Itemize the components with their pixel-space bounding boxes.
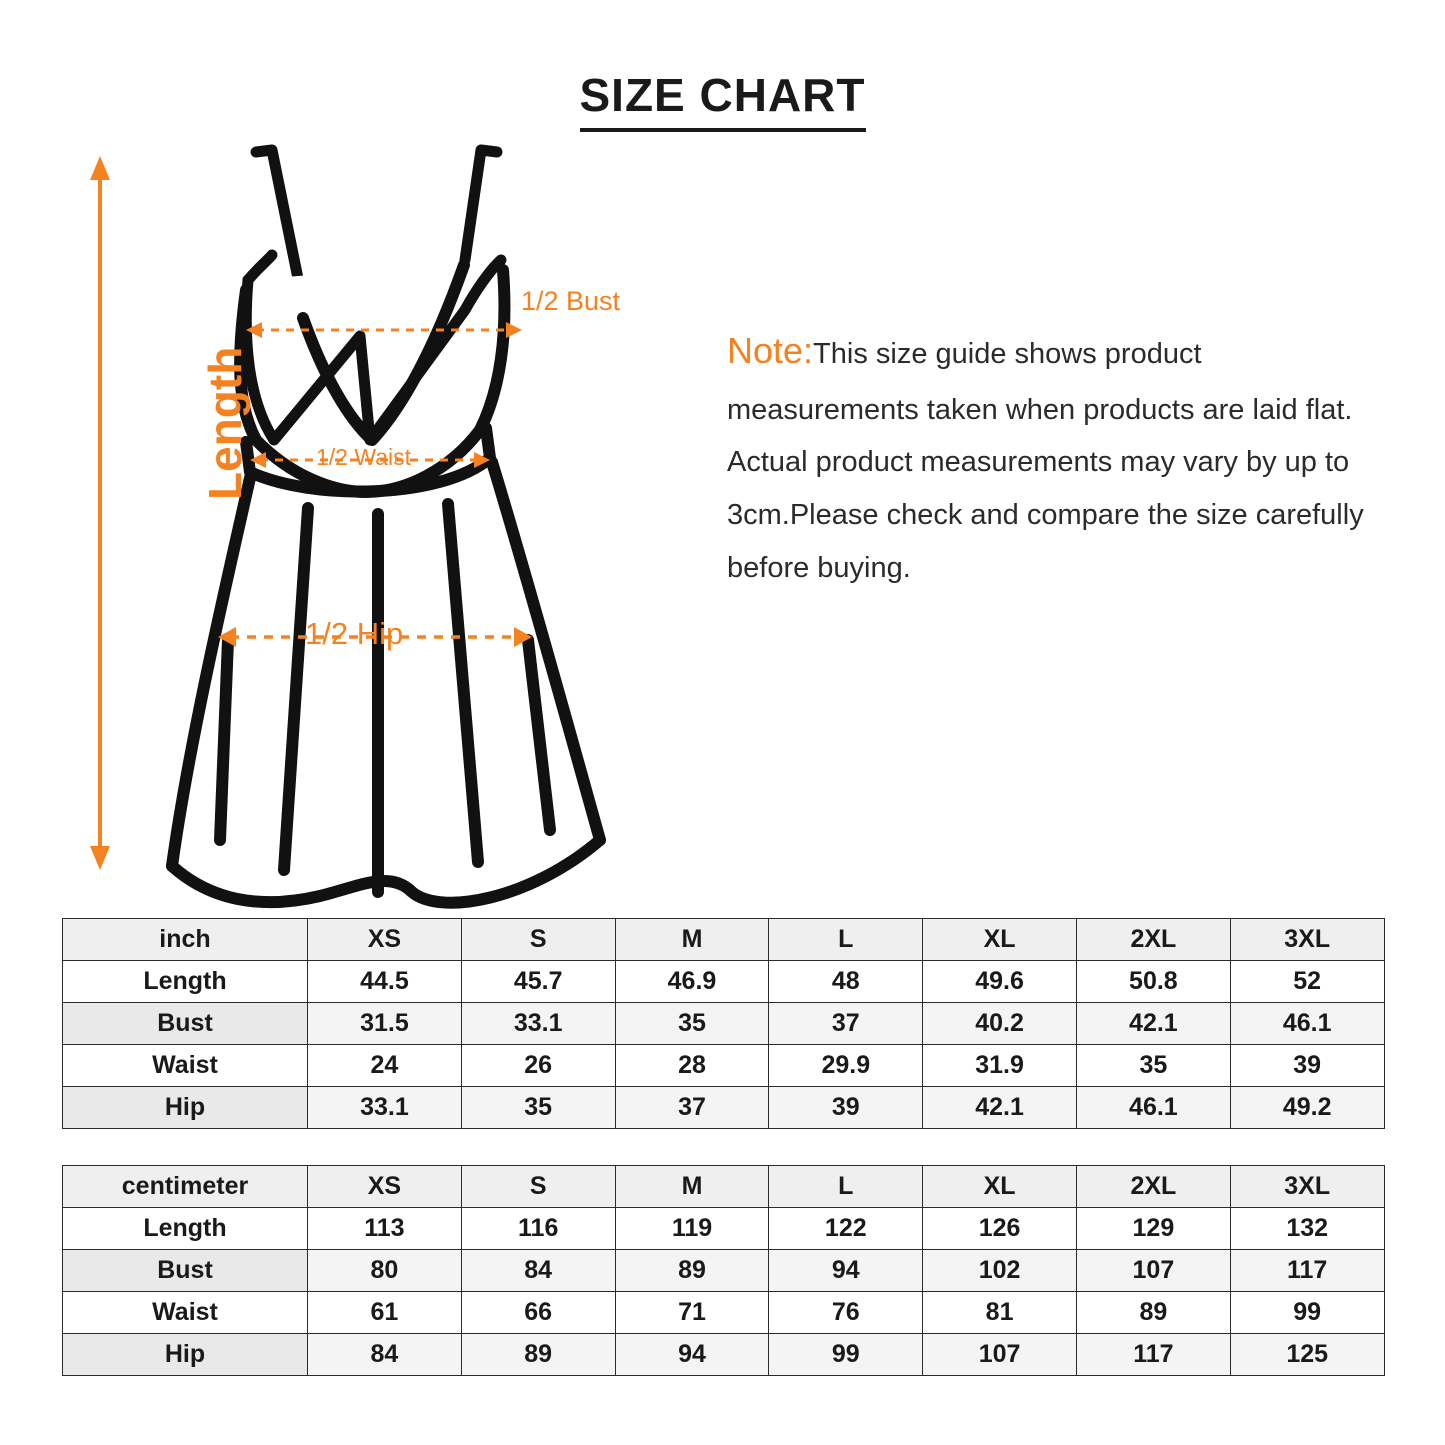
table-row: [63, 961, 1385, 1003]
cell-value: 107: [923, 1334, 1077, 1376]
cell-value: 39: [769, 1087, 923, 1129]
row-label-bust: Bust: [63, 1250, 308, 1292]
table-header-row: [63, 1166, 1385, 1208]
length-arrow-head-top: [90, 156, 110, 180]
cell-value: 33.1: [461, 1003, 615, 1045]
length-measure-label: Length: [199, 346, 251, 500]
cell-value: 126: [923, 1208, 1077, 1250]
size-header-xl: XL: [923, 1166, 1077, 1208]
cell-value: 119: [615, 1208, 769, 1250]
cell-value: 94: [615, 1334, 769, 1376]
bust-arrow-head-right: [506, 322, 522, 338]
cell-value: 33.1: [308, 1087, 462, 1129]
cell-value: 52: [1230, 961, 1384, 1003]
bust-measure-label: 1/2 Bust: [521, 286, 621, 316]
length-arrow-head-bottom: [90, 846, 110, 870]
cell-value: 46.9: [615, 961, 769, 1003]
dress-illustration: [60, 140, 720, 910]
cell-value: 84: [461, 1250, 615, 1292]
cell-value: 48: [769, 961, 923, 1003]
cell-value: 107: [1076, 1250, 1230, 1292]
centimeter-table-container: [62, 1165, 1384, 1376]
cell-value: 132: [1230, 1208, 1384, 1250]
cell-value: 94: [769, 1250, 923, 1292]
cell-value: 61: [308, 1292, 462, 1334]
cell-value: 44.5: [308, 961, 462, 1003]
cell-value: 35: [615, 1003, 769, 1045]
cell-value: 89: [1076, 1292, 1230, 1334]
size-header-3xl: 3XL: [1230, 1166, 1384, 1208]
cell-value: 117: [1230, 1250, 1384, 1292]
row-label-bust: Bust: [63, 1003, 308, 1045]
page-title-container: [0, 68, 1445, 132]
cell-value: 39: [1230, 1045, 1384, 1087]
cell-value: 49.6: [923, 961, 1077, 1003]
table-row: [63, 1292, 1385, 1334]
cell-value: 31.5: [308, 1003, 462, 1045]
cell-value: 102: [923, 1250, 1077, 1292]
size-header-xs: XS: [308, 919, 462, 961]
size-header-l: L: [769, 919, 923, 961]
cell-value: 37: [615, 1087, 769, 1129]
cell-value: 80: [308, 1250, 462, 1292]
unit-header: inch: [63, 919, 308, 961]
size-header-s: S: [461, 919, 615, 961]
cell-value: 113: [308, 1208, 462, 1250]
row-label-length: Length: [63, 1208, 308, 1250]
note-block: [727, 318, 1399, 595]
cell-value: 99: [1230, 1292, 1384, 1334]
cell-value: 116: [461, 1208, 615, 1250]
cell-value: 42.1: [923, 1087, 1077, 1129]
size-header-m: M: [615, 1166, 769, 1208]
table-row: [63, 1250, 1385, 1292]
row-label-length: Length: [63, 961, 308, 1003]
unit-header: centimeter: [63, 1166, 308, 1208]
cell-value: 28: [615, 1045, 769, 1087]
cell-value: 89: [615, 1250, 769, 1292]
dress-figure-svg: [60, 140, 720, 910]
row-label-hip: Hip: [63, 1087, 308, 1129]
cell-value: 46.1: [1230, 1003, 1384, 1045]
page-title: SIZE CHART: [580, 68, 866, 132]
table-header-row: [63, 919, 1385, 961]
cell-value: 125: [1230, 1334, 1384, 1376]
cell-value: 29.9: [769, 1045, 923, 1087]
cell-value: 84: [308, 1334, 462, 1376]
cell-value: 71: [615, 1292, 769, 1334]
cell-value: 76: [769, 1292, 923, 1334]
table-row: [63, 1208, 1385, 1250]
cell-value: 45.7: [461, 961, 615, 1003]
cell-value: 26: [461, 1045, 615, 1087]
cell-value: 46.1: [1076, 1087, 1230, 1129]
cell-value: 117: [1076, 1334, 1230, 1376]
cell-value: 49.2: [1230, 1087, 1384, 1129]
note-label: Note:: [727, 330, 814, 371]
centimeter-size-table: [62, 1165, 1385, 1376]
cell-value: 50.8: [1076, 961, 1230, 1003]
table-row: [63, 1003, 1385, 1045]
table-row: [63, 1087, 1385, 1129]
size-header-l: L: [769, 1166, 923, 1208]
size-header-3xl: 3XL: [1230, 919, 1384, 961]
inch-table-container: [62, 918, 1384, 1129]
dress-outline: [246, 150, 501, 440]
note-text: This size guide shows product measurements taken when products are laid flat. Actual product measurements may vary by up to 3cm.Please check and compare the size carefully before buying.: [727, 338, 1364, 584]
size-header-2xl: 2XL: [1076, 1166, 1230, 1208]
table-row: [63, 1045, 1385, 1087]
size-header-xs: XS: [308, 1166, 462, 1208]
cell-value: 42.1: [1076, 1003, 1230, 1045]
cell-value: 81: [923, 1292, 1077, 1334]
size-header-m: M: [615, 919, 769, 961]
cell-value: 31.9: [923, 1045, 1077, 1087]
cell-value: 35: [461, 1087, 615, 1129]
size-header-s: S: [461, 1166, 615, 1208]
cell-value: 122: [769, 1208, 923, 1250]
table-row: [63, 1334, 1385, 1376]
cell-value: 40.2: [923, 1003, 1077, 1045]
inch-size-table: [62, 918, 1385, 1129]
cell-value: 129: [1076, 1208, 1230, 1250]
cell-value: 89: [461, 1334, 615, 1376]
cell-value: 37: [769, 1003, 923, 1045]
row-label-waist: Waist: [63, 1045, 308, 1087]
hip-measure-label: 1/2 Hip: [305, 616, 404, 651]
size-header-2xl: 2XL: [1076, 919, 1230, 961]
cell-value: 35: [1076, 1045, 1230, 1087]
cell-value: 99: [769, 1334, 923, 1376]
size-header-xl: XL: [923, 919, 1077, 961]
row-label-waist: Waist: [63, 1292, 308, 1334]
cell-value: 66: [461, 1292, 615, 1334]
cell-value: 24: [308, 1045, 462, 1087]
waist-measure-label: 1/2 Waist: [316, 444, 412, 470]
row-label-hip: Hip: [63, 1334, 308, 1376]
